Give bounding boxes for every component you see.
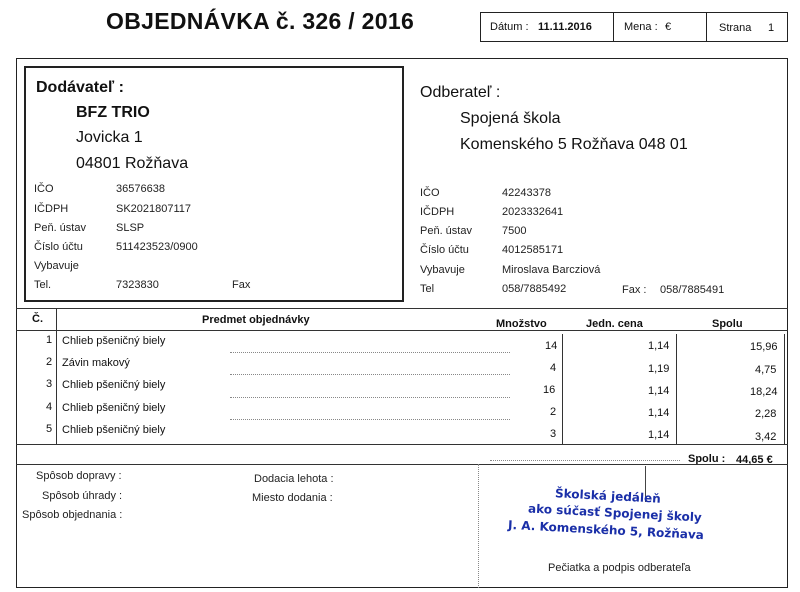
stamp-line-3: J. A. Komenského 5, Rožňava bbox=[507, 517, 705, 543]
qty-divider bbox=[562, 334, 563, 444]
supplier-ico: 36576638 bbox=[116, 183, 165, 195]
col-header-item: Predmet objednávky bbox=[202, 314, 310, 326]
row-dots bbox=[230, 397, 510, 398]
row-qty: 3 bbox=[550, 428, 557, 440]
col-header-no: Č. bbox=[32, 313, 43, 325]
row-item: Chlieb pšeničný biely bbox=[62, 424, 166, 436]
row-dots bbox=[230, 352, 510, 353]
sum-value: 44,65 € bbox=[736, 454, 773, 466]
date-label: Dátum : bbox=[490, 21, 529, 33]
col-header-total: Spolu bbox=[712, 318, 743, 330]
row-total: 4,75 bbox=[755, 364, 777, 376]
col-header-qty: Množstvo bbox=[496, 318, 547, 330]
row-total: 2,28 bbox=[755, 408, 777, 420]
customer-bank: 7500 bbox=[502, 225, 527, 237]
supplier-account: 511423523/0900 bbox=[116, 241, 198, 253]
customer-icdph-label: IČDPH bbox=[420, 206, 455, 218]
customer-handler-label: Vybavuje bbox=[420, 264, 465, 276]
order-method-label: Spôsob objednania : bbox=[22, 509, 123, 521]
table-no-divider bbox=[56, 308, 57, 444]
customer-bank-label: Peň. ústav bbox=[420, 225, 472, 237]
table-top-line bbox=[16, 308, 788, 309]
supplier-fax-label: Fax bbox=[232, 279, 251, 291]
supplier-icdph-label: IČDPH bbox=[34, 203, 69, 215]
row-price: 1,14 bbox=[648, 385, 670, 397]
supplier-icdph: SK2021807117 bbox=[116, 203, 192, 215]
page-value: 1 bbox=[768, 22, 775, 34]
signature-left-border bbox=[478, 464, 479, 588]
row-dots bbox=[230, 374, 510, 375]
supplier-ico-label: IČO bbox=[34, 183, 54, 195]
customer-name: Spojená škola bbox=[460, 110, 561, 127]
customer-fax-label: Fax : bbox=[622, 284, 647, 296]
sum-line bbox=[490, 460, 680, 461]
customer-account-label: Číslo účtu bbox=[420, 244, 469, 256]
supplier-box bbox=[24, 66, 404, 302]
row-item: Chlieb pšeničný biely bbox=[62, 402, 166, 414]
row-no: 2 bbox=[46, 356, 53, 368]
col-header-price: Jedn. cena bbox=[586, 318, 643, 330]
row-item: Chlieb pšeničný biely bbox=[62, 379, 166, 391]
sum-label: Spolu : bbox=[688, 453, 726, 465]
page-label: Strana bbox=[719, 22, 752, 34]
row-price: 1,19 bbox=[648, 363, 670, 375]
row-price: 1,14 bbox=[648, 407, 670, 419]
row-total: 3,42 bbox=[755, 431, 777, 443]
row-total: 18,24 bbox=[750, 386, 778, 398]
customer-ico-label: IČO bbox=[420, 187, 440, 199]
stamp-line-1: Školská jedáleň bbox=[554, 486, 662, 506]
supplier-handler-label: Vybavuje bbox=[34, 260, 79, 272]
supplier-street: Jovicka 1 bbox=[76, 129, 143, 146]
table-header-line bbox=[16, 330, 788, 331]
supplier-tel-label: Tel. bbox=[34, 279, 52, 291]
customer-icdph: 2023332641 bbox=[502, 206, 564, 218]
table-bottom-line bbox=[16, 444, 788, 445]
footer-top-line bbox=[16, 464, 788, 465]
customer-fax: 058/7885491 bbox=[660, 284, 725, 296]
customer-tel: 058/7885492 bbox=[502, 283, 567, 295]
customer-account: 4012585171 bbox=[502, 244, 564, 256]
row-no: 5 bbox=[46, 423, 53, 435]
customer-ico: 42243378 bbox=[502, 187, 551, 199]
order-title: OBJEDNÁVKA č. 326 / 2016 bbox=[106, 8, 415, 34]
delivery-term-label: Dodacia lehota : bbox=[254, 473, 334, 485]
row-dots bbox=[230, 419, 510, 420]
transport-label: Spôsob dopravy : bbox=[36, 470, 122, 482]
row-price: 1,14 bbox=[648, 429, 670, 441]
supplier-city: 04801 Rožňava bbox=[76, 155, 189, 172]
row-no: 1 bbox=[46, 334, 53, 346]
customer-tel-label: Tel bbox=[420, 283, 435, 295]
customer-handler: Miroslava Barcziová bbox=[502, 264, 601, 276]
supplier-bank: SLSP bbox=[116, 222, 145, 234]
customer-address: Komenského 5 Rožňava 048 01 bbox=[460, 136, 688, 153]
date-value: 11.11.2016 bbox=[538, 21, 592, 33]
payment-label: Spôsob úhrady : bbox=[42, 490, 123, 502]
customer-heading: Odberateľ : bbox=[420, 84, 501, 101]
total-divider bbox=[784, 334, 785, 444]
supplier-name: BFZ TRIO bbox=[76, 104, 150, 121]
row-qty: 2 bbox=[550, 406, 557, 418]
signature-label: Pečiatka a podpis odberateľa bbox=[548, 562, 691, 574]
supplier-bank-label: Peň. ústav bbox=[34, 222, 86, 234]
row-total: 15,96 bbox=[750, 341, 778, 353]
row-item: Chlieb pšeničný biely bbox=[62, 335, 166, 347]
price-divider bbox=[676, 334, 677, 444]
row-qty: 4 bbox=[550, 362, 557, 374]
supplier-tel: 7323830 bbox=[116, 279, 159, 291]
row-no: 4 bbox=[46, 401, 53, 413]
supplier-account-label: Číslo účtu bbox=[34, 241, 83, 253]
row-qty: 14 bbox=[545, 340, 558, 352]
row-price: 1,14 bbox=[648, 340, 670, 352]
row-no: 3 bbox=[46, 378, 53, 390]
currency-label: Mena : bbox=[624, 21, 658, 33]
stamp-line-2: ako súčasť Spojenej školy bbox=[527, 501, 703, 525]
row-qty: 16 bbox=[543, 384, 556, 396]
supplier-heading: Dodávateľ : bbox=[36, 79, 124, 96]
row-item: Závin makový bbox=[62, 357, 130, 369]
delivery-place-label: Miesto dodania : bbox=[252, 492, 333, 504]
currency-value: € bbox=[665, 21, 672, 33]
